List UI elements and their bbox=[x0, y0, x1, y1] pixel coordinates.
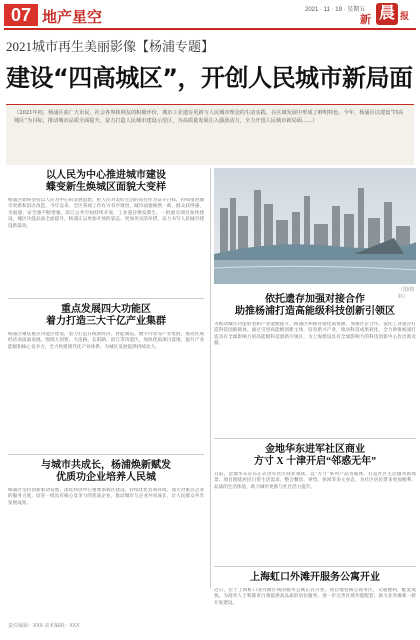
logo-left: 新 bbox=[360, 14, 371, 26]
article-title-1: 以人民为中心推进城市建设 蝶变新生焕城区面貌大变样 bbox=[46, 170, 166, 193]
logo-mark: 晨 bbox=[376, 3, 398, 25]
editor-credit: 责任编辑：XXX 美术编辑：XXX bbox=[8, 623, 80, 629]
skyline-illustration bbox=[214, 168, 416, 284]
divider bbox=[8, 298, 204, 299]
column-divider bbox=[210, 168, 211, 588]
logo-right: 报 bbox=[400, 11, 410, 21]
article-title-5: 金地华东进军社区商业 方寸 X 十津开启“邻惑无年” bbox=[253, 444, 377, 467]
page-number: 07 bbox=[4, 4, 38, 26]
article-body-5: 日前，金地华东宣布正式进军社区商业领域，以“方寸”系列产品为载体，打造社区生活服务新场景。项目围绕居民日常生活需求，整合餐饮、零售、休闲等多元业态，为社区居民带来更加便利、品质的生活体验，助力城市更新与社区活力提升。 bbox=[214, 472, 416, 490]
intro-box bbox=[6, 104, 414, 165]
article-body-6: 近日，位于上海虹口北外滩区域的服务公寓正式开业。项目地处核心商务区，交通便利，配套成熟，为商务人士和都市白领提供高品质的居住服务，进一步完善区域功能配套，助力北外滩新一轮开发建设。 bbox=[214, 588, 416, 606]
article-title-4: 依托遗存加强对接合作 助推杨浦打造高能级科技创新引领区 bbox=[235, 294, 395, 317]
article-body-1: 杨浦区始终坚持以人民为中心的发展思想，把人民对美好生活的向往作为奋斗目标，持续推进城市更新和旧区改造。今年以来，全区各项工作有力有序推进，城市面貌焕然一新，群众获得感、幸福感、安全感不断增强。滨江公共空间持续开放，工业遗存焕发新生，一批重点项目加快建设，城区功能品质全面提升。杨浦正以更加开放的姿态、更加务实的举措，奋力书写人民城市建设新篇章。 bbox=[8, 198, 204, 229]
subheadline: 2021城市再生美丽影像【杨浦专题】 bbox=[6, 39, 215, 54]
issue-date: 2021 · 11 · 19 · 星期五 bbox=[305, 7, 366, 13]
article-title-6: 上海虹口外滩开服务公寓开业 bbox=[250, 572, 380, 583]
headline: 建设“四高城区”，开创人民城市新局面 bbox=[6, 64, 413, 92]
article-title-3: 与城市共成长，杨浦焕新赋发 优质功企业培养人民城 bbox=[41, 460, 171, 483]
article-body-4: 为推动城市功能转型和产业能级提升，杨浦区积极对接优质资源，加强区企合作，依托工业遗存打造科技创新载体。通过引进高能级创新主体，培育新兴产业，推动科技成果转化，全力助推杨浦打造具有全球影响力的高能级科技创新引领区，为上海建设具有全球影响力的科技创新中心作出新贡献。 bbox=[214, 322, 416, 347]
divider bbox=[214, 438, 416, 439]
skyline-photo bbox=[214, 168, 416, 284]
header-rule bbox=[4, 28, 416, 30]
newspaper-logo bbox=[360, 3, 416, 27]
intro-text: （2021年初，杨浦区获广大市民、社会各界和网友的积极评价，城市工业遗存更新与人民城市理念的生动实践，在区域发展中形成了鲜明特色。今年，杨浦区以建设“四高城区”为目标，推动城市品质全面提升，奋力打造人民城市建设示范区，为高质量发展注入强劲动力，全力开创人民城市新局面……） bbox=[14, 110, 404, 124]
page-header bbox=[0, 0, 420, 30]
photo-caption: （图/资料） bbox=[398, 287, 415, 300]
divider bbox=[8, 454, 204, 455]
article-body-2: 杨浦区聚焦重点功能区建设，着力打造在线新经济、智能制造、数字内容等产业集群，推动区域经济高质量发展。围绕大创智、大连路、长阳路、滨江等功能区，加快优质项目落地，提升产业能级和核心竞争力，全力构建现代化产业体系，为城区发展提供持续动力。 bbox=[8, 332, 204, 350]
section-title: 地产星空 bbox=[42, 10, 103, 26]
article-body-3: 杨浦区坚持创新驱动发展，深化科创中心重要承载区建设，持续优化营商环境，加大对重点企业的服务力度，培育一批具有核心竞争力的优质企业，推动城市与企业共同成长，让人民群众共享发展成果。 bbox=[8, 488, 204, 506]
article-title-2: 重点发展四大功能区 着力打造三大千亿产业集群 bbox=[46, 304, 166, 327]
divider bbox=[214, 566, 416, 567]
